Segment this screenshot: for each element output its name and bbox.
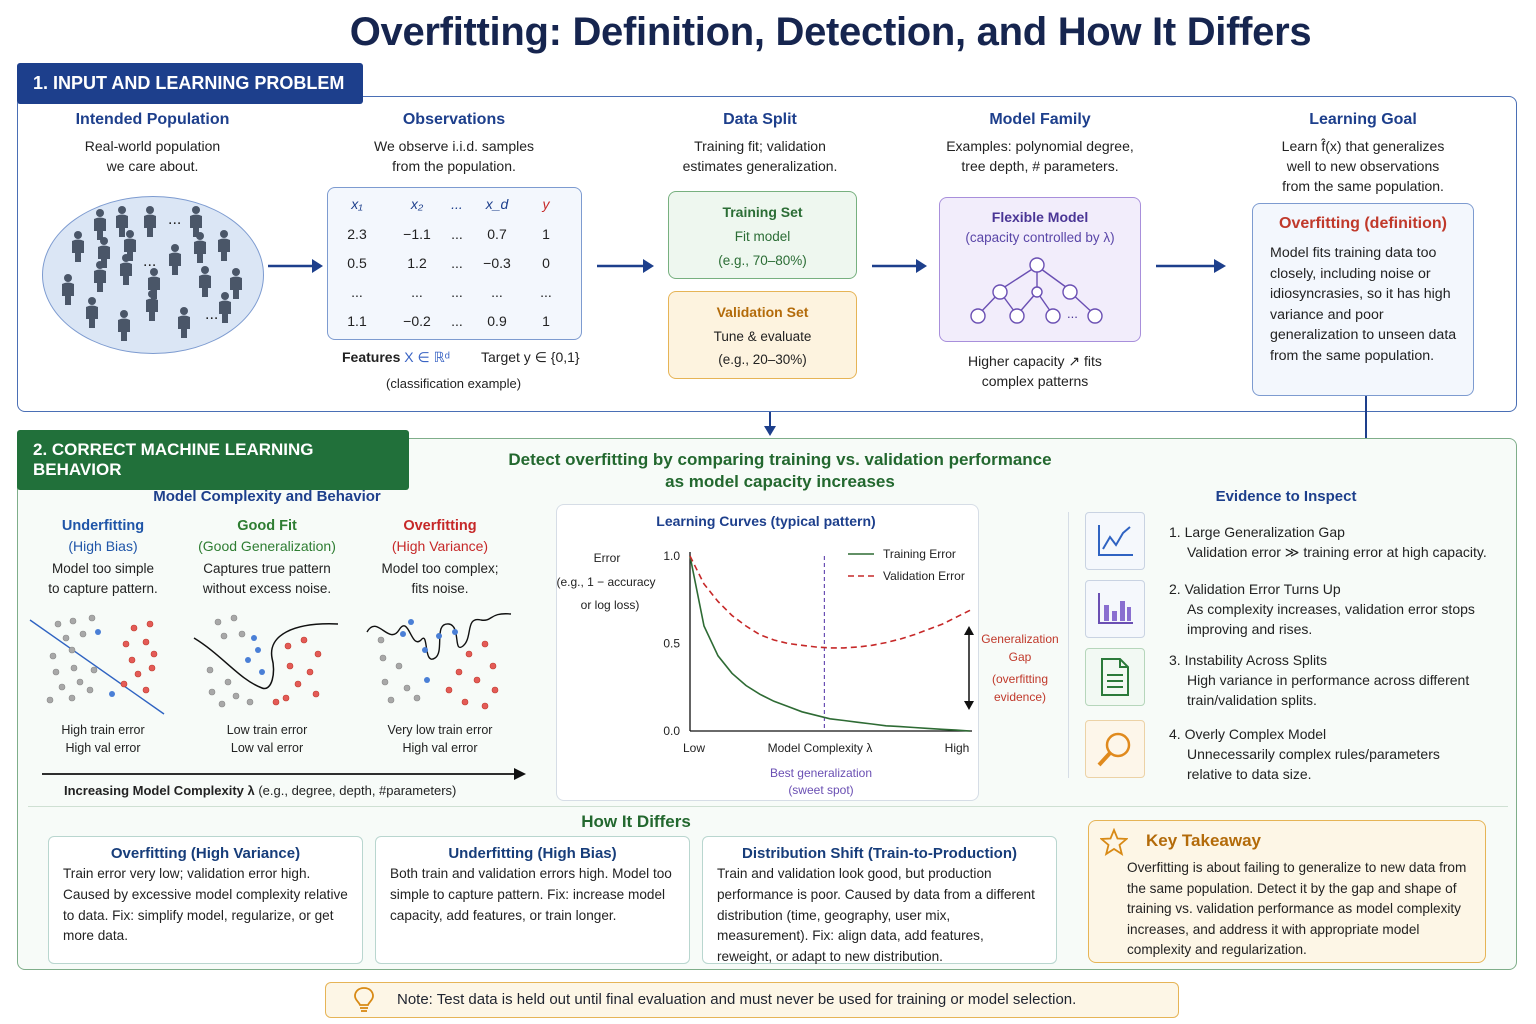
complexity-axis-label — [64, 783, 456, 798]
features-label — [342, 349, 450, 366]
evidence-item-3-text: Unnecessarily complex rules/parameters relative to data size. — [1187, 746, 1440, 782]
panel-1-sub: (Good Generalization) — [198, 538, 336, 554]
overfitting-definition-title: Overfitting (definition) — [1279, 215, 1447, 232]
obs-header-4: y — [542, 196, 550, 212]
evidence-item-1-title: 2. Validation Error Turns Up — [1169, 581, 1341, 597]
complexity-axis-note: (e.g., degree, depth, #parameters) — [258, 783, 457, 798]
flexible-model-title: Flexible Model — [991, 209, 1089, 225]
obs-cell: 1 — [542, 313, 550, 329]
flow-arrow-4 — [1156, 256, 1228, 276]
validation-set-title: Validation Set — [716, 304, 809, 320]
learning-goal-desc-1: Learn f̂(x) that generalizes — [1281, 138, 1445, 154]
magnifier-icon — [1085, 720, 1145, 778]
panel-2-d2: fits noise. — [411, 581, 469, 596]
key-takeaway-text: Overfitting is about failing to generalize to new data from the same population. Detect it by the gap and shape of training vs. validation performance as model complexity increases, and address it with appropriate model complexity and regularization. — [1127, 860, 1467, 958]
gap-arrow-head-up — [964, 626, 974, 635]
obs-cell: ... — [451, 284, 463, 300]
population-dots-1: ... — [168, 211, 182, 228]
population-dots-2: ... — [143, 253, 157, 270]
document-icon — [1085, 648, 1145, 706]
panel-2-e2: High val error — [402, 741, 478, 755]
observations-desc-1: We observe i.i.d. samples — [373, 138, 535, 154]
gap-label-0: Generalization — [981, 632, 1059, 646]
sweet-spot-label-2: (sweet spot) — [788, 783, 854, 797]
obs-cell: 1 — [542, 226, 550, 242]
obs-cell: 0.5 — [347, 255, 367, 271]
target-label: Target y ∈ {0,1} — [481, 349, 580, 365]
y-tick-label: 1.0 — [663, 549, 680, 563]
differs-divider — [28, 806, 1508, 807]
population-desc-2: we care about. — [106, 158, 199, 174]
panel-2-e1: Very low train error — [387, 723, 493, 737]
y-tick-label: 0.5 — [663, 636, 680, 651]
obs-cell: ... — [411, 284, 423, 300]
obs-cell: ... — [491, 284, 503, 300]
panel-2-name: Overfitting — [403, 518, 477, 534]
evidence-item-0-title: 1. Large Generalization Gap — [1169, 524, 1345, 540]
population-desc-1: Real-world population — [84, 138, 221, 154]
x-tick-low: Low — [682, 741, 706, 755]
differs-title: How It Differs — [581, 812, 691, 831]
evidence-icon-magnifier — [1085, 720, 1145, 778]
chart-title: Learning Curves (typical pattern) — [656, 513, 876, 529]
obs-cell: −1.1 — [403, 226, 431, 242]
flow-arrow-3 — [872, 256, 928, 276]
legend-label-0: Training Error — [883, 547, 956, 561]
complexity-title: Model Complexity and Behavior — [153, 488, 381, 505]
obs-header-3: x_d — [485, 196, 509, 212]
detect-text-2: as model capacity increases — [665, 472, 895, 491]
obs-cell: 0.7 — [487, 226, 507, 242]
y-axis-label-2: (e.g., 1 − accuracy — [556, 575, 656, 589]
model-family-desc-1: Examples: polynomial degree, — [946, 138, 1134, 154]
evidence-item-3-title: 4. Overly Complex Model — [1169, 726, 1327, 742]
section-connectors — [760, 396, 1380, 440]
validation-set-desc: Tune & evaluate — [713, 329, 812, 344]
flow-arrow-1 — [268, 256, 324, 276]
population-people-icons — [42, 196, 264, 354]
learning-curve-chart — [556, 504, 979, 801]
panel-1-e1: Low train error — [226, 723, 308, 737]
differs-card-1-title: Underfitting (High Bias) — [448, 845, 617, 862]
model-note-1: Higher capacity ↗ fits — [968, 353, 1102, 369]
learning-goal-desc-2: well to new observations — [1286, 158, 1440, 174]
x-axis-label: Model Complexity λ — [767, 741, 873, 755]
sweet-spot-label-1: Best generalization — [769, 766, 873, 780]
features-label-text: Features — [342, 349, 401, 365]
features-math: X ∈ ℝᵈ — [404, 349, 450, 365]
obs-cell: ... — [451, 255, 463, 271]
section2-tag: 2. CORRECT MACHINE LEARNING BEHAVIOR — [17, 430, 409, 490]
obs-cell: 2.3 — [347, 226, 367, 242]
scatter-underfit — [28, 610, 178, 720]
obs-cell: 0 — [542, 255, 550, 271]
evidence-title: Evidence to Inspect — [1215, 488, 1357, 505]
model-family-title: Model Family — [989, 111, 1091, 128]
obs-header-1: x₂ — [410, 196, 424, 212]
lightbulb-icon — [352, 986, 376, 1014]
panel-1-e2: Low val error — [230, 741, 304, 755]
gap-label-3: evidence) — [993, 690, 1047, 704]
tree-diagram-icon — [960, 252, 1120, 332]
flow-arrow-2 — [597, 256, 655, 276]
differs-card-2 — [702, 836, 1057, 964]
evidence-item-0-text: Validation error ≫ training error at high capacity. — [1187, 544, 1487, 560]
differs-card-0 — [48, 836, 363, 964]
panel-0-sub: (High Bias) — [68, 538, 138, 554]
differs-card-0-text: Train error very low; validation error high. Caused by excessive model complexity relative to data. Fix: simplify model, regularize, or get more data. — [63, 866, 348, 944]
panel-0-e2: High val error — [65, 741, 141, 755]
obs-header-0: x₁ — [351, 196, 363, 212]
panel-1-d1: Captures true pattern — [203, 561, 331, 576]
legend-label-1: Validation Error — [883, 569, 965, 583]
scatter-overfit — [365, 610, 515, 720]
panel-2-sub: (High Variance) — [391, 538, 489, 554]
training-set-title: Training Set — [722, 204, 803, 220]
overfitting-definition-text: Model fits training data too closely, including noise or idiosyncrasies, so it has high variance and poor generalization to unseen data from the same population. — [1270, 245, 1457, 364]
bar-chart-icon — [1085, 580, 1145, 638]
evidence-icon-document — [1085, 648, 1145, 706]
y-axis-label: Error — [593, 551, 621, 565]
evidence-item-2-text: High variance in performance across different train/validation splits. — [1187, 672, 1470, 708]
complexity-axis-arrow — [40, 764, 530, 784]
data-split-desc-2: estimates generalization. — [682, 158, 838, 174]
page-title: Overfitting: Definition, Detection, and How It Differs — [349, 10, 1312, 54]
panel-2-d1: Model too complex; — [381, 561, 499, 576]
obs-cell: 1.1 — [347, 313, 367, 329]
evidence-icon-bar-chart — [1085, 580, 1145, 638]
training-set-pct: (e.g., 70–80%) — [718, 253, 807, 268]
obs-cell: −0.2 — [403, 313, 431, 329]
evidence-item-1-text: As complexity increases, validation error stops improving and rises. — [1187, 601, 1475, 637]
star-icon — [1100, 828, 1128, 856]
x-tick-high: High — [944, 741, 970, 755]
panel-0-name: Underfitting — [61, 518, 145, 534]
obs-header-2: ... — [451, 196, 463, 212]
complexity-axis-label-text: Increasing Model Complexity λ — [64, 783, 255, 798]
differs-card-2-text: Train and validation look good, but production performance is poor. Caused by data from a different distribution (time, geography, user mix, measurement). Fix: align data, add features, reweight, or adapt to new distribution. — [717, 866, 1035, 965]
differs-card-2-title: Distribution Shift (Train-to-Production) — [742, 845, 1017, 862]
test-data-note: Note: Test data is held out until final evaluation and must never be used for training or model selection. — [397, 991, 1077, 1008]
model-family-desc-2: tree depth, # parameters. — [961, 158, 1119, 174]
differs-card-0-title: Overfitting (High Variance) — [110, 845, 301, 862]
gap-label-2: (overfitting — [991, 672, 1049, 686]
model-note-2: complex patterns — [981, 373, 1089, 389]
observations-desc-2: from the population. — [392, 158, 516, 174]
population-dots-3: ... — [205, 306, 219, 323]
obs-cell: ... — [451, 313, 463, 329]
gap-label-1: Gap — [1008, 650, 1032, 664]
y-axis-label-3: or log loss) — [580, 598, 640, 612]
population-title: Intended Population — [75, 111, 230, 128]
flexible-model-sub: (capacity controlled by λ) — [965, 230, 1115, 245]
classification-note: (classification example) — [386, 376, 522, 391]
scatter-goodfit — [192, 610, 342, 720]
gap-arrow-head-down — [964, 701, 974, 710]
obs-cell: ... — [351, 284, 363, 300]
obs-cell: ... — [451, 226, 463, 242]
line-chart-icon — [1085, 512, 1145, 570]
training-set-desc: Fit model — [734, 229, 791, 244]
evidence-icon-line-chart — [1085, 512, 1145, 570]
evidence-divider — [1068, 512, 1069, 778]
obs-cell: ... — [540, 284, 552, 300]
panel-0-e1: High train error — [61, 723, 145, 737]
key-takeaway-title: Key Takeaway — [1146, 831, 1261, 850]
detect-text-1: Detect overfitting by comparing training vs. validation performance — [508, 450, 1052, 469]
panel-1-d2: without excess noise. — [202, 581, 332, 596]
panel-1-name: Good Fit — [237, 518, 297, 534]
differs-card-1 — [375, 836, 690, 964]
section1-tag: 1. INPUT AND LEARNING PROBLEM — [17, 63, 363, 104]
data-split-desc-1: Training fit; validation — [694, 138, 826, 154]
validation-set-pct: (e.g., 20–30%) — [718, 352, 807, 367]
observations-title: Observations — [402, 111, 506, 128]
data-split-title: Data Split — [723, 111, 797, 128]
panel-0-d1: Model too simple — [51, 561, 155, 576]
obs-cell: 0.9 — [487, 313, 507, 329]
learning-goal-desc-3: from the same population. — [1282, 178, 1444, 194]
learning-goal-title: Learning Goal — [1309, 111, 1417, 128]
y-tick-label: 0.0 — [663, 724, 680, 738]
differs-card-1-text: Both train and validation errors high. Model too simple to capture pattern. Fix: increase model capacity, add features, or train longer. — [390, 866, 672, 923]
obs-cell: −0.3 — [483, 255, 511, 271]
panel-0-d2: to capture pattern. — [48, 581, 158, 596]
obs-cell: 1.2 — [407, 255, 427, 271]
evidence-item-2-title: 3. Instability Across Splits — [1169, 652, 1327, 668]
tree-dots: ... — [1067, 306, 1078, 321]
